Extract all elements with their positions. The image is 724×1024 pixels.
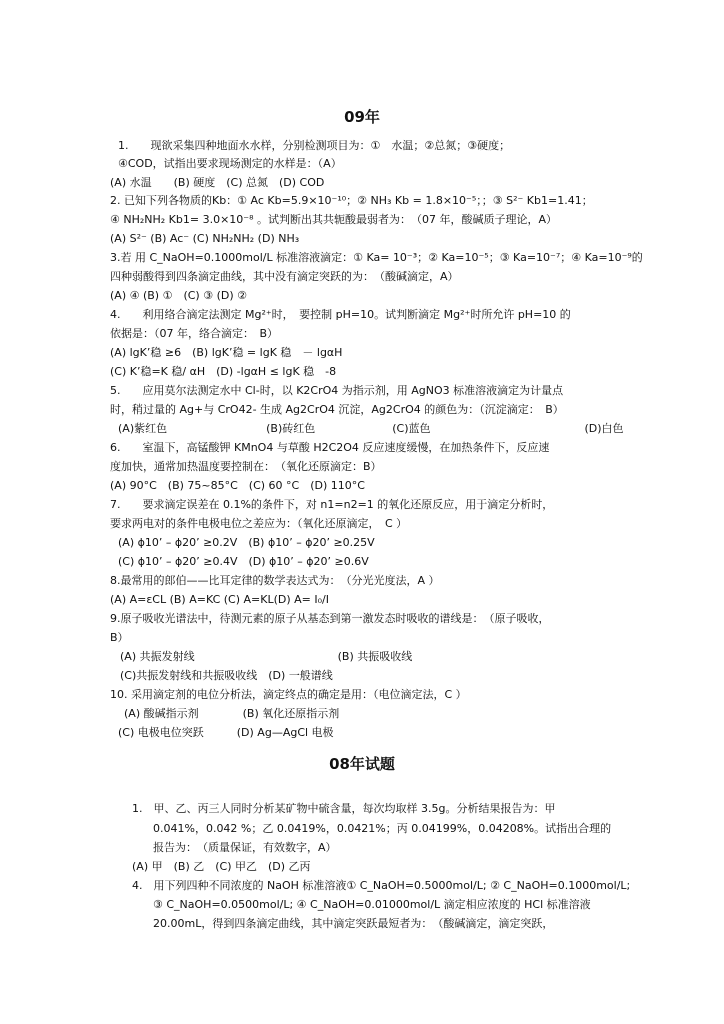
text-line: 7. 要求滴定误差在 0.1%的条件下，对 n1=n2=1 的氧化还原反应，用于滴定分析时， bbox=[110, 498, 554, 511]
text-line: (C)共振发射线和共振吸收线 (D) 一般谱线 bbox=[120, 669, 333, 682]
text-line: 1. 现欲采集四种地面水水样，分别检测项目为：① 水温；②总氮；③硬度； bbox=[118, 139, 511, 152]
text-line: 时，稍过量的 Ag+与 CrO42- 生成 Ag2CrO4 沉淀，Ag2CrO4 的颜色为：（沉淀滴定： B） bbox=[110, 403, 564, 416]
text-line: ④COD，试指出要求现场测定的水样是：（A） bbox=[118, 157, 342, 170]
text-line: 4. 利用络合滴定法测定 Mg²⁺时， 要控制 pH=10。试判断滴定 Mg²⁺时所允许 pH=10 的 bbox=[110, 308, 571, 321]
text-line: 1. 甲、乙、丙三人同时分析某矿物中硫含量，每次均取样 3.5g。分析结果报告为：甲 bbox=[132, 802, 556, 815]
text-line: 度加快，通常加热温度要控制在： （氧化还原滴定：B） bbox=[110, 460, 382, 473]
section-heading-08: 08年试题 bbox=[329, 755, 395, 773]
text-line: 报告为： （质量保证，有效数字，A） bbox=[153, 841, 337, 854]
text-line: 9.原子吸收光谱法中，待测元素的原子从基态到第一激发态时吸收的谱线是： （原子吸收， bbox=[110, 612, 550, 625]
text-line: 8.最常用的郎伯——比耳定律的数学表达式为： （分光光度法，A ） bbox=[110, 574, 440, 587]
text-line: (A) A=εCL (B) A=KC (C) A=KL(D) A= I₀/I bbox=[110, 593, 329, 606]
text-line: (A)紫红色 (B)砖红色 (C)蓝色 (D)白色 bbox=[118, 422, 624, 435]
text-line: 3.若 用 C_NaOH=0.1000mol/L 标准溶液滴定：① Ka= 10⁻³；② Ka=10⁻⁵；③ Ka=10⁻⁷；④ Ka=10⁻⁹的 bbox=[110, 251, 643, 264]
text-line: (C) ϕ10’ – ϕ20’ ≥0.4V (D) ϕ10’ – ϕ20’ ≥0.6V bbox=[118, 555, 369, 568]
text-line: 2. 已知下列各物质的Kb：① Ac Kb=5.9×10⁻¹⁰；② NH₃ Kb = 1.8×10⁻⁵；；③ S²⁻ Kb1=1.41； bbox=[110, 194, 593, 207]
text-line: (A) 甲 (B) 乙 (C) 甲乙 (D) 乙丙 bbox=[132, 860, 311, 873]
text-line: (A) 酸碱指示剂 (B) 氧化还原指示剂 bbox=[124, 707, 340, 720]
text-line: (A) lgK’稳 ≥6 (B) lgK’稳 = lgK 稳 － lgαH bbox=[110, 346, 343, 359]
text-line: (A) ④ (B) ① (C) ③ (D) ② bbox=[110, 289, 247, 302]
text-line: (A) 共振发射线 (B) 共振吸收线 bbox=[120, 650, 413, 663]
text-line: 6. 室温下，高锰酸钾 KMnO4 与草酸 H2C2O4 反应速度缓慢，在加热条件下，反应速 bbox=[110, 441, 550, 454]
text-line: 4. 用下列四种不同浓度的 NaOH 标准溶液① C_NaOH=0.5000mol/L; ② C_NaOH=0.1000mol/L; bbox=[132, 879, 631, 892]
text-line: 依据是：（07 年，络合滴定： B） bbox=[110, 327, 279, 340]
text-line: 20.00mL，得到四条滴定曲线，其中滴定突跃最短者为： （酸碱滴定，滴定突跃， bbox=[153, 917, 554, 930]
text-line: (A) 水温 (B) 硬度 (C) 总氮 (D) COD bbox=[110, 176, 325, 189]
text-line: 0.041%，0.042 %；乙 0.0419%，0.0421%；丙 0.04199%，0.04208%。试指出合理的 bbox=[153, 822, 612, 835]
section-heading-09: 09年 bbox=[344, 108, 380, 126]
text-line: (A) S²⁻ (B) Ac⁻ (C) NH₂NH₂ (D) NH₃ bbox=[110, 232, 300, 245]
text-line: 四种弱酸得到四条滴定曲线，其中没有滴定突跃的为： （酸碱滴定，A） bbox=[110, 270, 459, 283]
text-line: (A) 90°C (B) 75~85°C (C) 60 °C (D) 110°C bbox=[110, 479, 365, 492]
text-line: ④ NH₂NH₂ Kb1= 3.0×10⁻⁸ 。试判断出其共轭酸最弱者为： （07 年，酸碱质子理论，A） bbox=[110, 213, 558, 226]
text-line: (C) 电极电位突跃 (D) Ag—AgCl 电极 bbox=[118, 726, 334, 739]
text-line: 5. 应用莫尔法测定水中 Cl-时，以 K2CrO4 为指示剂，用 AgNO3 标准溶液滴定为计量点 bbox=[110, 384, 564, 397]
text-line: (C) K’稳=K 稳/ αH (D) -lgαH ≤ lgK 稳 -8 bbox=[110, 365, 337, 378]
text-line: B） bbox=[110, 631, 129, 644]
text-line: 10. 采用滴定剂的电位分析法，滴定终点的确定是用：（电位滴定法，C ） bbox=[110, 688, 467, 701]
text-line: 要求两电对的条件电极电位之差应为：（氧化还原滴定， C ） bbox=[110, 517, 408, 530]
text-line: (A) ϕ10’ – ϕ20’ ≥0.2V (B) ϕ10’ – ϕ20’ ≥0.25V bbox=[118, 536, 375, 549]
text-line: ③ C_NaOH=0.0500mol/L; ④ C_NaOH=0.01000mol/L 滴定相应浓度的 HCl 标准溶液 bbox=[153, 898, 591, 911]
